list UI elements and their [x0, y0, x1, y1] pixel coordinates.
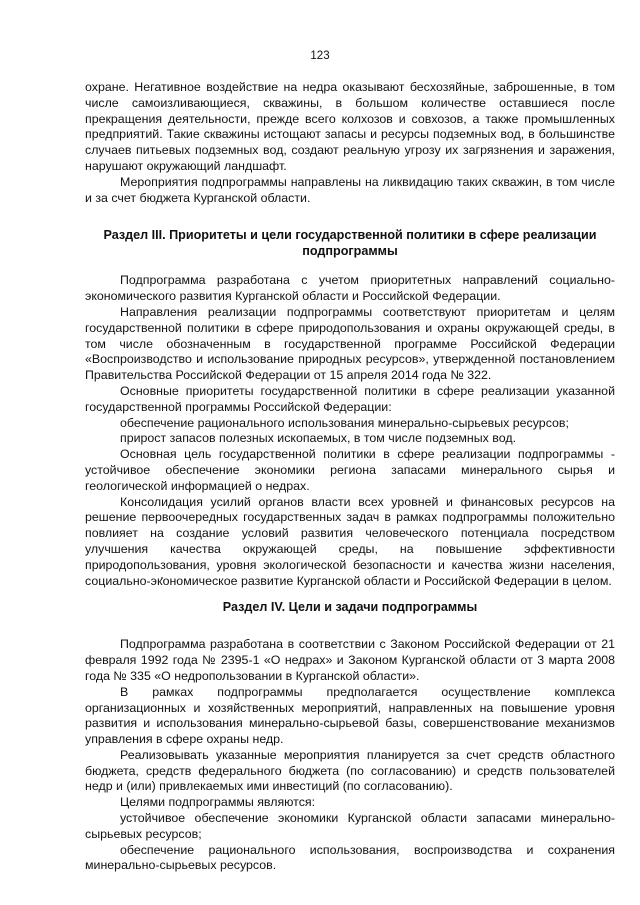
paragraph: Подпрограмма разработана с учетом приоритетных направлений социально-экономического развития Курганской области и Российской Федерации.: [85, 273, 615, 304]
page-number: 123: [310, 50, 330, 62]
document-body: [85, 80, 615, 874]
list-item: обеспечение рационального использования, воспроизводства и сохранения минерально-сырьевых ресурсов.: [85, 842, 615, 873]
section-3-heading: Раздел III. Приоритеты и цели государственной политики в сфере реализации подпрограммы: [103, 228, 597, 259]
paragraph: В рамках подпрограммы предполагается осуществление комплекса организационных и хозяйственных мероприятий, направленных на повышение уровня развития и использования минерально-сырьевой базы, совершенствование механизмов управления в сфере охраны недр.: [85, 684, 615, 747]
paragraph: Целями подпрограммы являются:: [120, 795, 316, 810]
section-4-heading: Раздел IV. Цели и задачи подпрограммы: [222, 600, 478, 615]
list-item: устойчивое обеспечение экономики Курганской области запасами минерально-сырьевых ресурсов;: [85, 811, 615, 841]
paragraph: Основные приоритеты государственной политики в сфере реализации указанной государственной программы Российской Федерации:: [85, 383, 615, 414]
paragraph: охране. Негативное воздействие на недра оказывают бесхозяйные, заброшенные, в том числе самоизливающиеся, скважины, в большом количестве оставшиеся после прекращения деятельности, прежде всего колхозов и совхозов, а также промышленных предприятий. Такие скважины истощают запасы и ресурсы подземных вод, в большинстве случаев питьевых подземных вод, создают реальную угрозу их загрязнения и заражения, нарушают окружающий ландшафт.: [85, 80, 615, 173]
paragraph: Подпрограмма разработана в соответствии с Законом Российской Федерации от 21 февраля 1992 года № 2395-1 «О недрах» и Законом Курганской области от 3 марта 2008 года № 335 «О недропользовании в Курганской области».: [85, 637, 615, 683]
paragraph: Консолидация усилий органов власти всех уровней и финансовых ресурсов на решение первоочередных государственных задач в рамках подпрограммы положительно повлияет на создание условий развития человеческого потенциала посредством улучшения качества окружающей среды, на повышение эффективности природопользования, уровня экологической безопасности и качества жизни населения, социально-экономическое развитие Курганской области и Российской Федерации в целом.: [85, 494, 615, 588]
paragraph: Направления реализации подпрограммы соответствуют приоритетам и целям государственной политики в сфере природопользования и охраны окружающей среды, в том числе обозначенным в государственной программе Российской Федерации «Воспроизводство и использование природных ресурсов», утвержденной постановлением Правительства Российской Федерации от 15 апреля 2014 года № 322.: [85, 304, 615, 383]
paragraph: Реализовывать указанные мероприятия планируется за счет средств областного бюджета, средств федерального бюджета (по согласованию) и средств пользователей недр и (или) привлекаемых ими инвестиций (по согласованию).: [85, 747, 615, 794]
list-item: обеспечение рационального использования минерально-сырьевых ресурсов;: [120, 415, 569, 430]
paragraph: Мероприятия подпрограммы направлены на ликвидацию таких скважин, в том числе и за счет бюджета Курганской области.: [85, 174, 615, 205]
paragraph: Основная цель государственной политики в сфере реализации подпрограммы - устойчивое обеспечение экономики региона запасами минерального сырья и геологической информацией о недрах.: [85, 447, 615, 493]
list-item: прирост запасов полезных ископаемых, в том числе подземных вод.: [120, 431, 517, 446]
